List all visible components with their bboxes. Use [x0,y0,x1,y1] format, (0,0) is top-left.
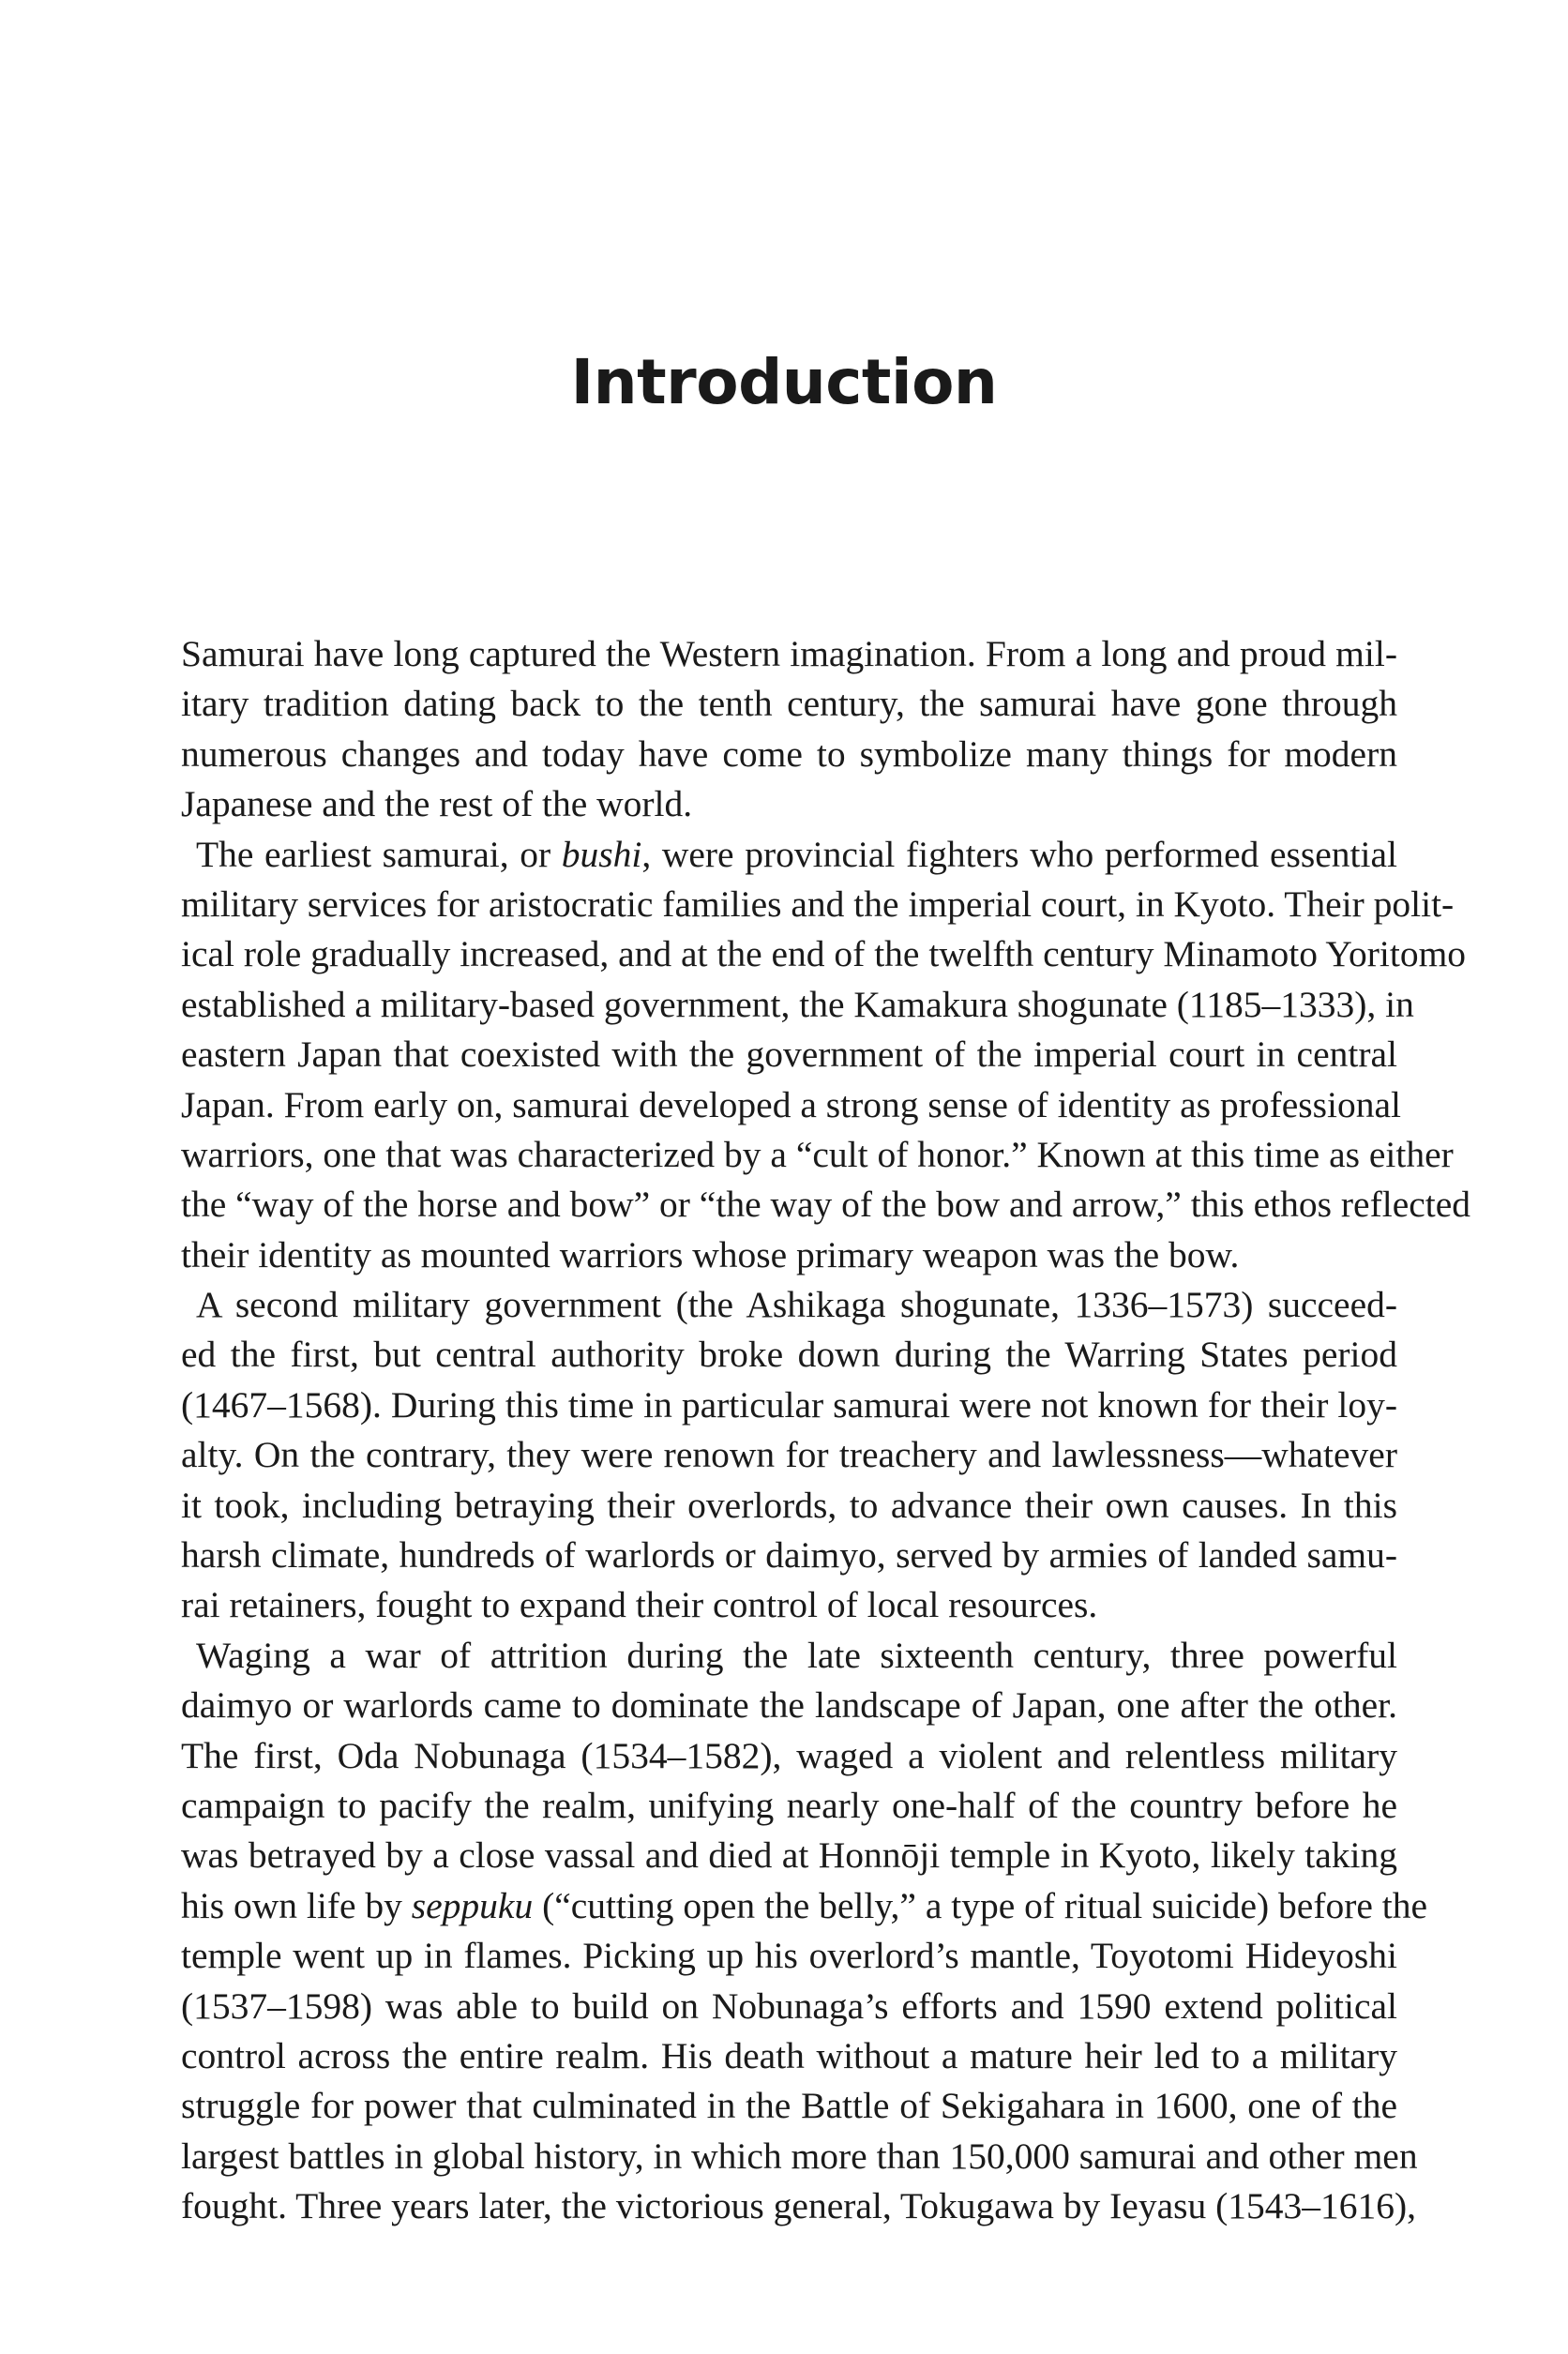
text-line: Japanese and the rest of the world. [181,783,693,825]
text-line: rai retainers, fought to expand their control of local resources. [181,1584,1098,1626]
text-line: (1467–1568). During this time in particular samurai were not known for their loy- [181,1383,1397,1426]
text-line: temple went up in flames. Picking up his overlord’s mantle, Toyotomi Hideyoshi [181,1935,1397,1977]
text-line: fought. Three years later, the victorious general, Tokugawa by Ieyasu (1543–1616), [181,2185,1417,2227]
text-line: eastern Japan that coexisted with the government of the imperial court in central [181,1034,1397,1076]
text-line: his own life by seppuku (“cutting open the belly,” a type of ritual suicide) before the [181,1884,1428,1926]
chapter-title: Introduction [570,346,998,418]
text-line: it took, including betraying their overlords, to advance their own causes. In this [181,1484,1397,1526]
text-line: established a military-based government, the Kamakura shogunate (1185–1333), in [181,983,1414,1025]
text-line: military services for aristocratic families and the imperial court, in Kyoto. Their polit- [181,883,1455,925]
text-line: ed the first, but central authority broke down during the Warring States period [181,1334,1397,1376]
text-line: struggle for power that culminated in the Battle of Sekigahara in 1600, one of the [181,2085,1397,2127]
text-line: The first, Oda Nobunaga (1534–1582), waged a violent and relentless military [181,1734,1397,1776]
text-line: (1537–1598) was able to build on Nobunaga’s efforts and 1590 extend political [181,1984,1397,2027]
text-line: A second military government (the Ashikaga shogunate, 1336–1573) succeed- [196,1284,1397,1326]
text-line: largest battles in global history, in which more than 150,000 samurai and other men [181,2135,1418,2177]
text-line: itary tradition dating back to the tenth century, the samurai have gone through [181,683,1397,725]
text-line: Waging a war of attrition during the late sixteenth century, three powerful [196,1634,1397,1676]
text-line: harsh climate, hundreds of warlords or daimyo, served by armies of landed samu- [181,1534,1397,1577]
text-line: alty. On the contrary, they were renown for treachery and lawlessness—whatever [181,1434,1397,1476]
italic-term: bushi [561,833,642,875]
text-line: daimyo or warlords came to dominate the landscape of Japan, one after the other. [181,1684,1397,1727]
text-line: their identity as mounted warriors whose primary weapon was the bow. [181,1233,1240,1275]
text-line: The earliest samurai, or bushi, were provincial fighters who performed essential [196,833,1397,875]
text-line: campaign to pacify the realm, unifying nearly one-half of the country before he [181,1784,1397,1826]
text-line: Japan. From early on, samurai developed a strong sense of identity as professional [181,1083,1401,1125]
text-line: control across the entire realm. His death without a mature heir led to a military [181,2034,1397,2076]
text-line: warriors, one that was characterized by a “cult of honor.” Known at this time as either [181,1133,1454,1175]
text-line: numerous changes and today have come to symbolize many things for modern [181,732,1397,775]
text-line: ical role gradually increased, and at the end of the twelfth century Minamoto Yoritomo [181,933,1467,975]
text-line: was betrayed by a close vassal and died at Honnōji temple in Kyoto, likely taking [181,1834,1397,1877]
text-line: Samurai have long captured the Western imagination. From a long and proud mil- [181,633,1397,674]
body-text [181,629,1471,2232]
italic-term: seppuku [411,1884,534,1926]
text-line: the “way of the horse and bow” or “the way of the bow and arrow,” this ethos reflected [181,1184,1471,1226]
